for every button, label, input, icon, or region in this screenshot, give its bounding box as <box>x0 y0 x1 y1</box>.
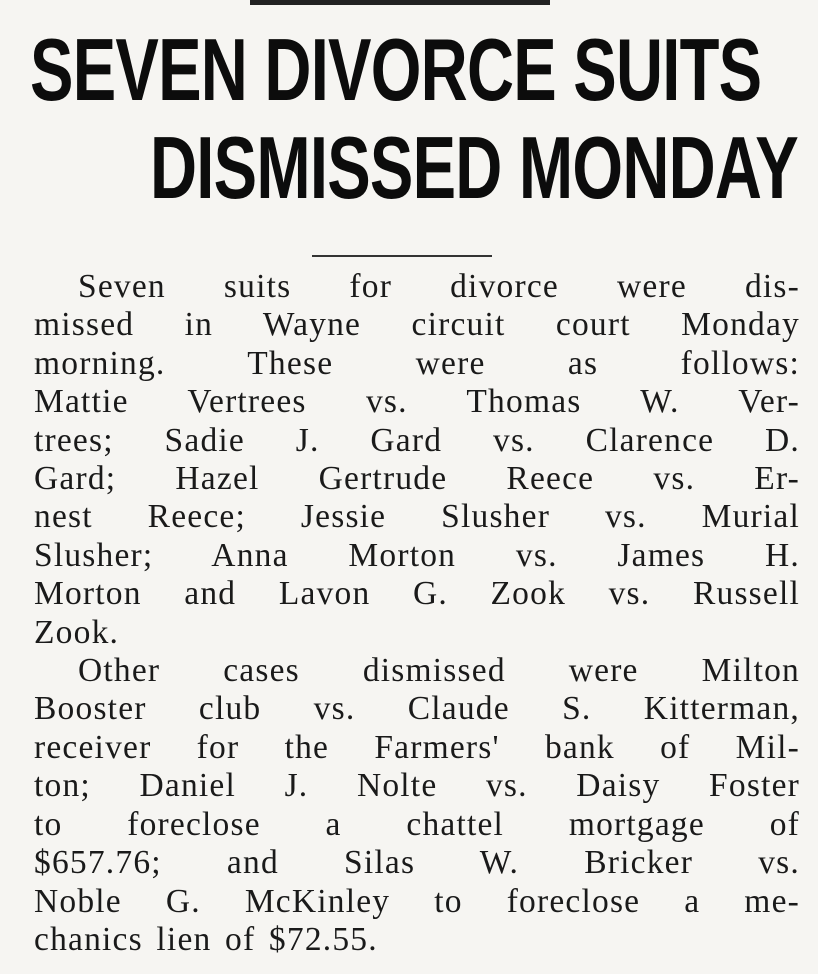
text-line: missed in Wayne circuit court Monday <box>34 306 800 344</box>
text-line: Morton and Lavon G. Zook vs. Russell <box>34 575 800 613</box>
top-rule <box>250 0 550 5</box>
text-line: $657.76; and Silas W. Bricker vs. <box>34 844 800 882</box>
text-line: Seven suits for divorce were dis- <box>78 268 800 305</box>
text-line: Other cases dismissed were Milton <box>78 652 800 690</box>
paragraph-1 <box>34 268 800 652</box>
text-line: chanics lien of $72.55. <box>34 920 378 958</box>
text-line: to foreclose a chattel mortgage of <box>34 805 800 843</box>
text-line: Noble G. McKinley to foreclose a me- <box>34 882 800 920</box>
paragraph-2 <box>34 652 800 959</box>
text-line: Booster club vs. Claude S. Kitterman, <box>34 690 800 728</box>
text-line: morning. These were as follows: <box>34 344 800 382</box>
headline-line-2: DISMISSED MONDAY <box>150 118 798 217</box>
text-line: ton; Daniel J. Nolte vs. Daisy Foster <box>34 767 800 805</box>
article-body <box>34 268 800 959</box>
headline-divider <box>312 255 492 257</box>
text-line: Zook. <box>34 613 120 651</box>
text-line: Slusher; Anna Morton vs. James H. <box>34 536 800 574</box>
text-line: Mattie Vertrees vs. Thomas W. Ver- <box>34 383 800 421</box>
headline-line-1: SEVEN DIVORCE SUITS <box>30 20 762 119</box>
text-line: nest Reece; Jessie Slusher vs. Murial <box>34 498 800 536</box>
text-line: trees; Sadie J. Gard vs. Clarence D. <box>34 421 800 459</box>
text-line: Gard; Hazel Gertrude Reece vs. Er- <box>34 460 800 498</box>
text-line: receiver for the Farmers' bank of Mil- <box>34 728 800 766</box>
